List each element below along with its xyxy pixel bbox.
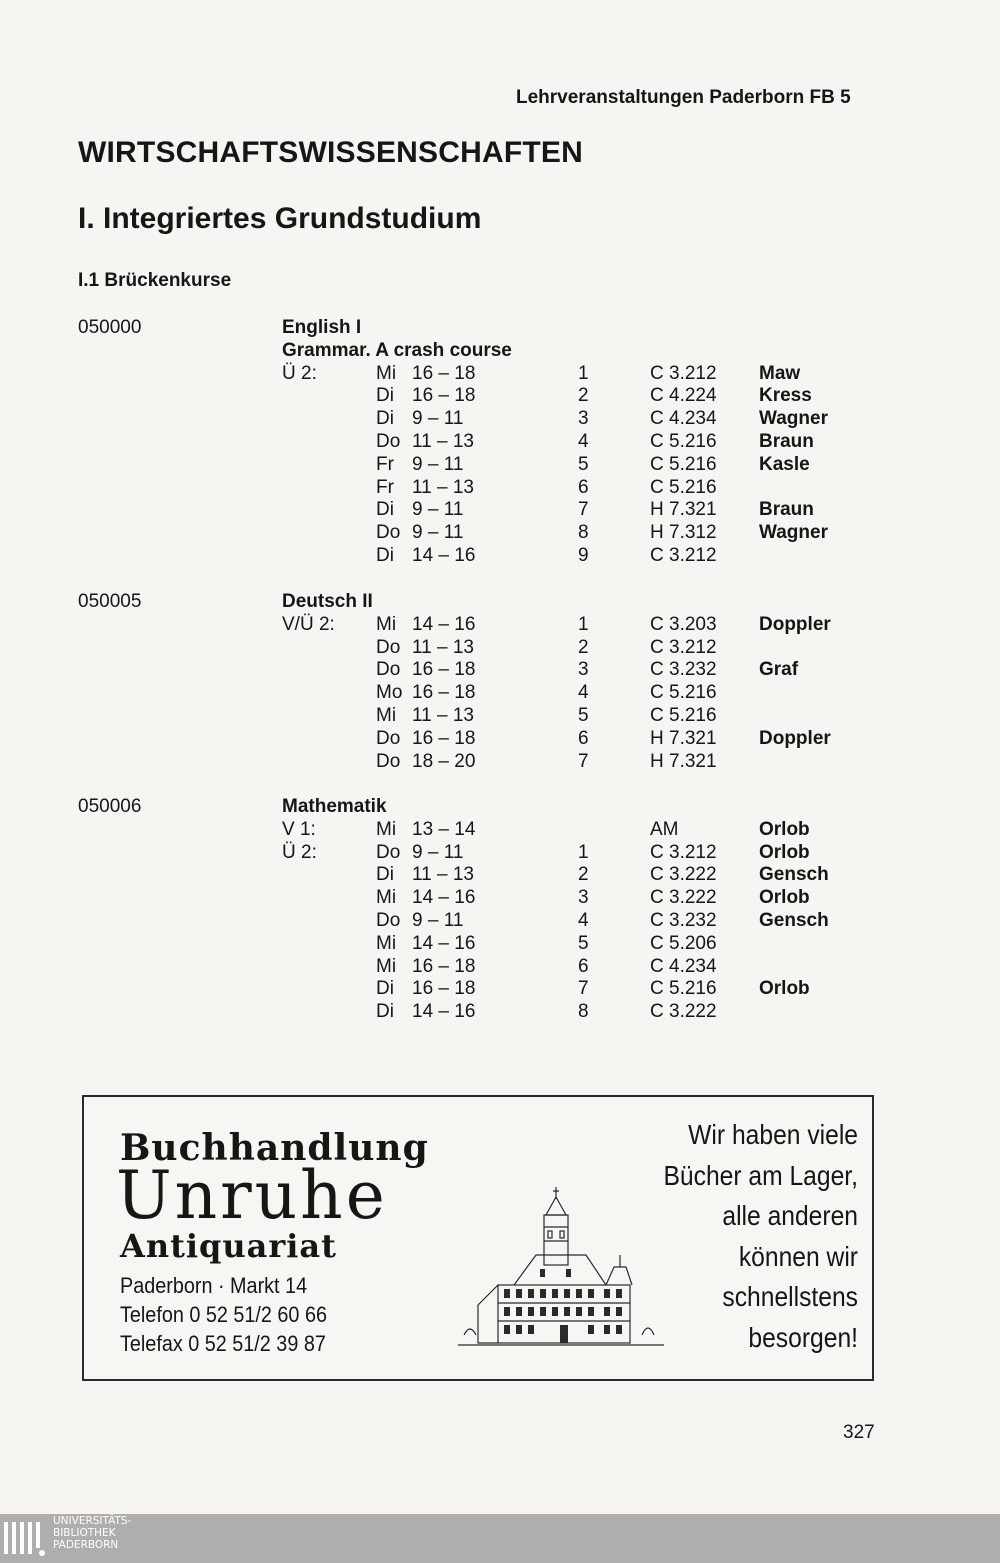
session-group: 3: [578, 408, 589, 430]
session-time: 14 – 16: [412, 613, 476, 635]
table-row: [0, 385, 1000, 408]
table-row: [0, 1001, 1000, 1024]
session-group: 3: [578, 887, 589, 909]
session-group: 2: [578, 864, 589, 886]
session-room: C 3.222: [650, 1001, 717, 1023]
session-lecturer: Wagner: [759, 522, 828, 544]
session-time: 11 – 13: [412, 705, 474, 726]
session-room: C 3.222: [650, 887, 717, 909]
table-row: [0, 910, 1000, 933]
session-room: C 3.212: [650, 841, 717, 863]
ad-shop-name: Buchhandlung: [120, 1127, 429, 1169]
session-lecturer: Doppler: [759, 613, 831, 635]
session-time: 16 – 18: [412, 385, 476, 407]
session-time: 16 – 18: [412, 955, 476, 977]
session-lecturer: Wagner: [759, 408, 828, 430]
session-room: C 3.232: [650, 910, 717, 931]
session-group: 4: [578, 682, 589, 704]
session-time: 16 – 18: [412, 978, 476, 1000]
session-group: 2: [578, 385, 589, 407]
session-group: 4: [578, 910, 589, 931]
ad-phone: Telefon 0 52 51/2 60 66: [120, 1302, 327, 1327]
session-time: 14 – 16: [412, 545, 476, 566]
ad-slogan-line: alle anderen: [722, 1200, 858, 1231]
library-name-line: PADERBORN: [53, 1538, 119, 1551]
session-day: Mi: [376, 705, 397, 726]
bookshop-advertisement: [82, 1095, 874, 1381]
session-day: Di: [376, 1001, 394, 1023]
session-time: 9 – 11: [412, 522, 464, 544]
session-day: Di: [376, 385, 394, 407]
session-room: C 5.216: [650, 453, 717, 475]
session-lecturer: Orlob: [759, 841, 810, 863]
session-group: 5: [578, 705, 589, 726]
session-day: Di: [376, 545, 394, 566]
session-group: 4: [578, 431, 589, 452]
session-group: 7: [578, 978, 589, 1000]
session-day: Di: [376, 978, 394, 1000]
library-logo-icon: [4, 1520, 48, 1558]
session-time: 16 – 18: [412, 682, 476, 704]
session-time: 9 – 11: [412, 841, 464, 863]
session-lecturer: Braun: [759, 431, 814, 452]
library-footer-bar: [0, 1514, 1000, 1563]
ad-slogan-line: schnellstens: [722, 1281, 858, 1312]
ad-shop-owner: Unruhe: [116, 1157, 388, 1234]
session-day: Di: [376, 864, 394, 886]
session-group: 6: [578, 476, 589, 498]
session-room: C 4.234: [650, 955, 717, 977]
table-row: [0, 363, 1000, 386]
session-day: Fr: [376, 453, 394, 475]
session-time: 16 – 18: [412, 362, 476, 384]
table-row: [0, 614, 1000, 637]
ad-address: Paderborn · Markt 14: [120, 1273, 308, 1298]
library-name-line: UNIVERSITÄTS-: [53, 1515, 132, 1527]
session-day: Mo: [376, 682, 403, 704]
session-room: C 3.222: [650, 864, 717, 886]
session-day: Do: [376, 841, 401, 863]
session-room: C 3.232: [650, 659, 717, 681]
session-day: Do: [376, 910, 401, 931]
table-row: [0, 499, 1000, 522]
table-row: [0, 819, 1000, 842]
table-row: [0, 659, 1000, 682]
ad-shop-type: Antiquariat: [120, 1227, 337, 1265]
session-group: 7: [578, 750, 589, 772]
session-day: Di: [376, 499, 394, 521]
session-room: AM: [650, 818, 679, 840]
session-time: 9 – 11: [412, 453, 464, 475]
session-type: Ü 2:: [282, 362, 317, 384]
session-day: Do: [376, 636, 401, 658]
running-header: Lehrveranstaltungen Paderborn FB 5: [516, 87, 851, 108]
session-room: H 7.321: [650, 499, 717, 521]
session-time: 18 – 20: [412, 750, 476, 772]
ad-fax: Telefax 0 52 51/2 39 87: [120, 1331, 326, 1356]
ad-slogan-line: Bücher am Lager,: [663, 1159, 858, 1191]
session-day: Fr: [376, 476, 394, 498]
session-group: 2: [578, 636, 589, 658]
course-number: 050006: [78, 796, 142, 817]
session-time: 14 – 16: [412, 887, 476, 909]
session-group: 9: [578, 545, 589, 566]
session-lecturer: Maw: [759, 362, 801, 384]
session-day: Mi: [376, 932, 397, 954]
table-row: [0, 637, 1000, 660]
session-room: C 4.224: [650, 385, 717, 407]
session-day: Do: [376, 659, 401, 681]
table-row: [0, 728, 1000, 751]
library-name-line: BIBLIOTHEK: [53, 1526, 116, 1539]
session-lecturer: Gensch: [759, 864, 829, 886]
session-day: Do: [376, 522, 401, 544]
session-room: C 5.206: [650, 932, 717, 954]
table-row: [0, 522, 1000, 545]
session-room: H 7.321: [650, 750, 717, 772]
session-day: Mi: [376, 818, 397, 840]
ad-slogan-line: Wir haben viele: [688, 1119, 858, 1150]
session-day: Do: [376, 431, 401, 452]
session-lecturer: Kress: [759, 385, 812, 407]
session-room: C 5.216: [650, 705, 717, 726]
session-group: 8: [578, 1001, 589, 1023]
table-row: [0, 887, 1000, 910]
session-room: C 3.203: [650, 613, 717, 635]
session-day: Do: [376, 750, 401, 772]
session-time: 11 – 13: [412, 476, 474, 498]
session-time: 16 – 18: [412, 659, 476, 681]
table-row: [0, 431, 1000, 454]
table-row: [0, 978, 1000, 1001]
course-title: Mathematik: [282, 796, 387, 817]
table-row: [0, 705, 1000, 728]
session-group: 1: [578, 841, 589, 863]
session-room: H 7.321: [650, 727, 717, 749]
session-room: C 5.216: [650, 682, 717, 704]
session-room: C 3.212: [650, 362, 717, 384]
session-type: Ü 2:: [282, 841, 317, 863]
session-room: C 4.234: [650, 408, 717, 430]
session-time: 11 – 13: [412, 431, 474, 452]
table-row: [0, 864, 1000, 887]
session-room: C 5.216: [650, 431, 717, 452]
table-row: [0, 751, 1000, 774]
session-room: C 3.212: [650, 636, 717, 658]
library-name: [53, 1516, 131, 1551]
session-lecturer: Orlob: [759, 887, 810, 909]
session-group: 1: [578, 362, 589, 384]
session-time: 11 – 13: [412, 636, 474, 658]
session-room: C 3.212: [650, 545, 717, 566]
course-title: English I: [282, 317, 362, 338]
session-lecturer: Orlob: [759, 818, 810, 840]
session-time: 9 – 11: [412, 408, 464, 430]
table-row: [0, 545, 1000, 568]
session-lecturer: Orlob: [759, 978, 810, 1000]
table-row: [0, 842, 1000, 865]
course-title: Deutsch II: [282, 591, 373, 612]
table-row: [0, 682, 1000, 705]
session-day: Mi: [376, 362, 397, 384]
table-row: [0, 408, 1000, 431]
session-lecturer: Graf: [759, 659, 799, 681]
session-day: Mi: [376, 887, 397, 909]
session-lecturer: Braun: [759, 499, 814, 521]
session-lecturer: Gensch: [759, 910, 829, 931]
session-lecturer: Doppler: [759, 727, 831, 749]
session-group: 8: [578, 522, 589, 544]
table-row: [0, 454, 1000, 477]
table-row: [0, 933, 1000, 956]
session-day: Do: [376, 727, 401, 749]
session-lecturer: Kasle: [759, 453, 810, 475]
session-time: 9 – 11: [412, 499, 464, 521]
session-group: 6: [578, 955, 589, 977]
session-group: 6: [578, 727, 589, 749]
session-group: 3: [578, 659, 589, 681]
session-group: 5: [578, 932, 589, 954]
page-number: 327: [843, 1422, 875, 1443]
session-time: 13 – 14: [412, 818, 476, 840]
ad-slogan-line: können wir: [738, 1240, 858, 1272]
subsection-heading: I. Integriertes Grundstudium: [78, 202, 482, 235]
table-row: [0, 477, 1000, 500]
session-group: 1: [578, 613, 589, 635]
session-time: 9 – 11: [412, 910, 464, 931]
ad-slogan-line: besorgen!: [748, 1321, 858, 1353]
session-time: 14 – 16: [412, 1001, 476, 1023]
session-type: V 1:: [282, 818, 316, 840]
session-room: H 7.312: [650, 522, 717, 544]
table-row: [0, 956, 1000, 979]
session-time: 16 – 18: [412, 727, 476, 749]
course-title: Grammar. A crash course: [282, 339, 512, 361]
section-heading: WIRTSCHAFTSWISSENSCHAFTEN: [78, 136, 583, 169]
ad-slogan: [629, 1115, 858, 1358]
course-number: 050005: [78, 591, 142, 612]
session-type: V/Ü 2:: [282, 613, 335, 635]
session-day: Di: [376, 408, 394, 430]
session-time: 11 – 13: [412, 864, 474, 886]
session-group: 5: [578, 453, 589, 475]
session-time: 14 – 16: [412, 932, 476, 954]
session-room: C 5.216: [650, 978, 717, 1000]
subsubsection-heading: I.1 Brückenkurse: [78, 270, 232, 291]
course-number: 050000: [78, 317, 142, 338]
session-day: Mi: [376, 955, 397, 977]
session-day: Mi: [376, 613, 397, 635]
session-room: C 5.216: [650, 476, 717, 498]
session-group: 7: [578, 499, 589, 521]
